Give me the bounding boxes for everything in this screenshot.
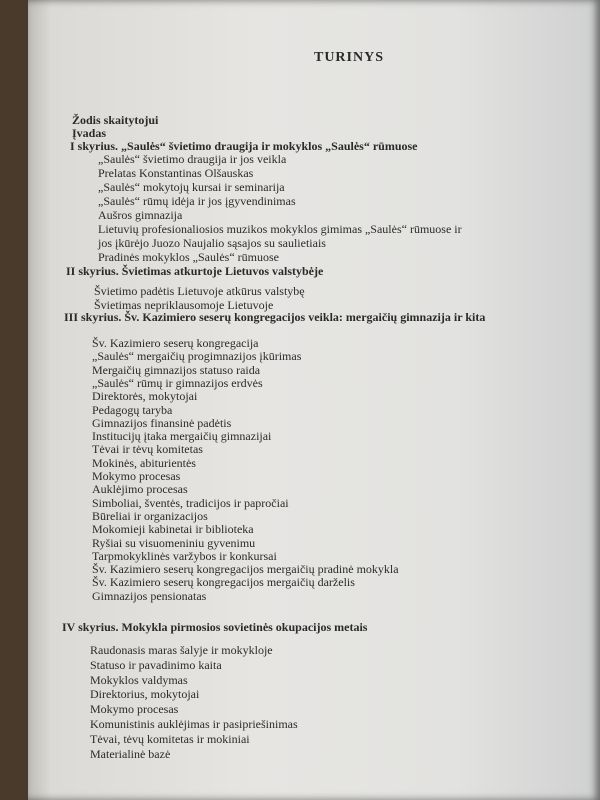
toc-entry: Lietuvių profesionaliosios muzikos mokyklos gimimas „Saulės“ rūmuose ir [98,222,462,236]
toc-entry: Pedagogų taryba [92,402,173,417]
toc-entry: Tarpmokyklinės varžybos ir konkursai [92,548,277,563]
toc-entry: Mokymo procesas [92,469,181,483]
toc-entry: Statuso ir pavadinimo kaita [90,657,222,672]
toc-entry: Būreliai ir organizacijos [92,508,208,523]
toc-section-heading: III skyrius. Šv. Kazimiero seserų kongregacijos veikla: mergaičių gimnazija ir kita [64,310,486,324]
toc-entry: „Saulės“ mokytojų kursai ir seminarija [98,180,285,194]
toc-entry: Švietimas nepriklausomoje Lietuvoje [94,298,274,312]
book-page [28,0,600,800]
toc-entry: „Saulės“ rūmų ir gimnazijos erdvės [92,375,263,390]
toc-entry: Tėvai, tėvų komitetas ir mokiniai [90,731,250,746]
toc-entry: Direktorius, mokytojai [90,687,200,702]
toc-entry: „Saulės“ švietimo draugija ir jos veikla [98,152,287,166]
toc-entry: Švietimo padėtis Lietuvoje atkūrus valstybę [94,284,305,298]
toc-entry: „Saulės“ rūmų idėja ir jos įgyvendinimas [98,194,296,208]
toc-entry: Prelatas Konstantinas Olšauskas [98,166,254,180]
toc-entry: Mokyklos valdymas [90,672,188,687]
toc-entry: Mokymo procesas [90,702,179,717]
toc-front-item: Įvadas [72,126,107,140]
toc-entry: Šv. Kazimiero seserų kongregacija [92,336,259,350]
toc-entry: Institucijų įtaka mergaičių gimnazijai [92,429,272,444]
toc-entry: Šv. Kazimiero seserų kongregacijos mergaičių pradinė mokykla [92,562,399,577]
toc-entry: Ryšiai su visuomeniniu gyvenimu [92,535,256,550]
toc-entry: Tėvai ir tėvų komitetas [92,442,203,457]
toc-section-heading: II skyrius. Švietimas atkurtoje Lietuvos valstybėje [66,264,324,278]
toc-entry: Gimnazijos finansinė padėtis [92,415,232,430]
toc-entry: Mokinės, abiturientės [92,455,196,470]
toc-entry: Aušros gimnazija [98,208,183,222]
toc-entry: Komunistinis auklėjimas ir pasipriešinimas [90,717,298,731]
toc-section-heading: I skyrius. „Saulės“ švietimo draugija ir mokyklos „Saulės“ rūmuose [70,139,418,153]
toc-entry: Auklėjimo procesas [92,482,188,497]
toc-entry: jos įkūrėjo Juozo Naujalio sąsajos su saulietiais [98,236,326,250]
toc-entry: Pradinės mokyklos „Saulės“ rūmuose [98,250,279,264]
toc-entry: Mergaičių gimnazijos statuso raida [92,362,261,377]
toc-entry: Gimnazijos pensionatas [92,588,207,603]
toc-entry: Materialinė bazė [90,746,171,761]
page-title: TURINYS [313,50,384,65]
toc-entry: Mokomieji kabinetai ir biblioteka [92,522,254,537]
toc-section-heading: IV skyrius. Mokykla pirmosios sovietinės okupacijos metais [62,620,368,634]
toc-entry: Šv. Kazimiero seserų kongregacijos mergaičių darželis [92,575,355,590]
toc-entry: Raudonasis maras šalyje ir mokykloje [90,643,273,657]
toc-entry: Direktorės, mokytojai [92,389,198,404]
toc-entry: Simboliai, šventės, tradicijos ir papročiai [92,495,289,510]
toc-entry: „Saulės“ mergaičių progimnazijos įkūrimas [92,349,302,364]
toc-front-item: Žodis skaitytojui [72,113,159,127]
